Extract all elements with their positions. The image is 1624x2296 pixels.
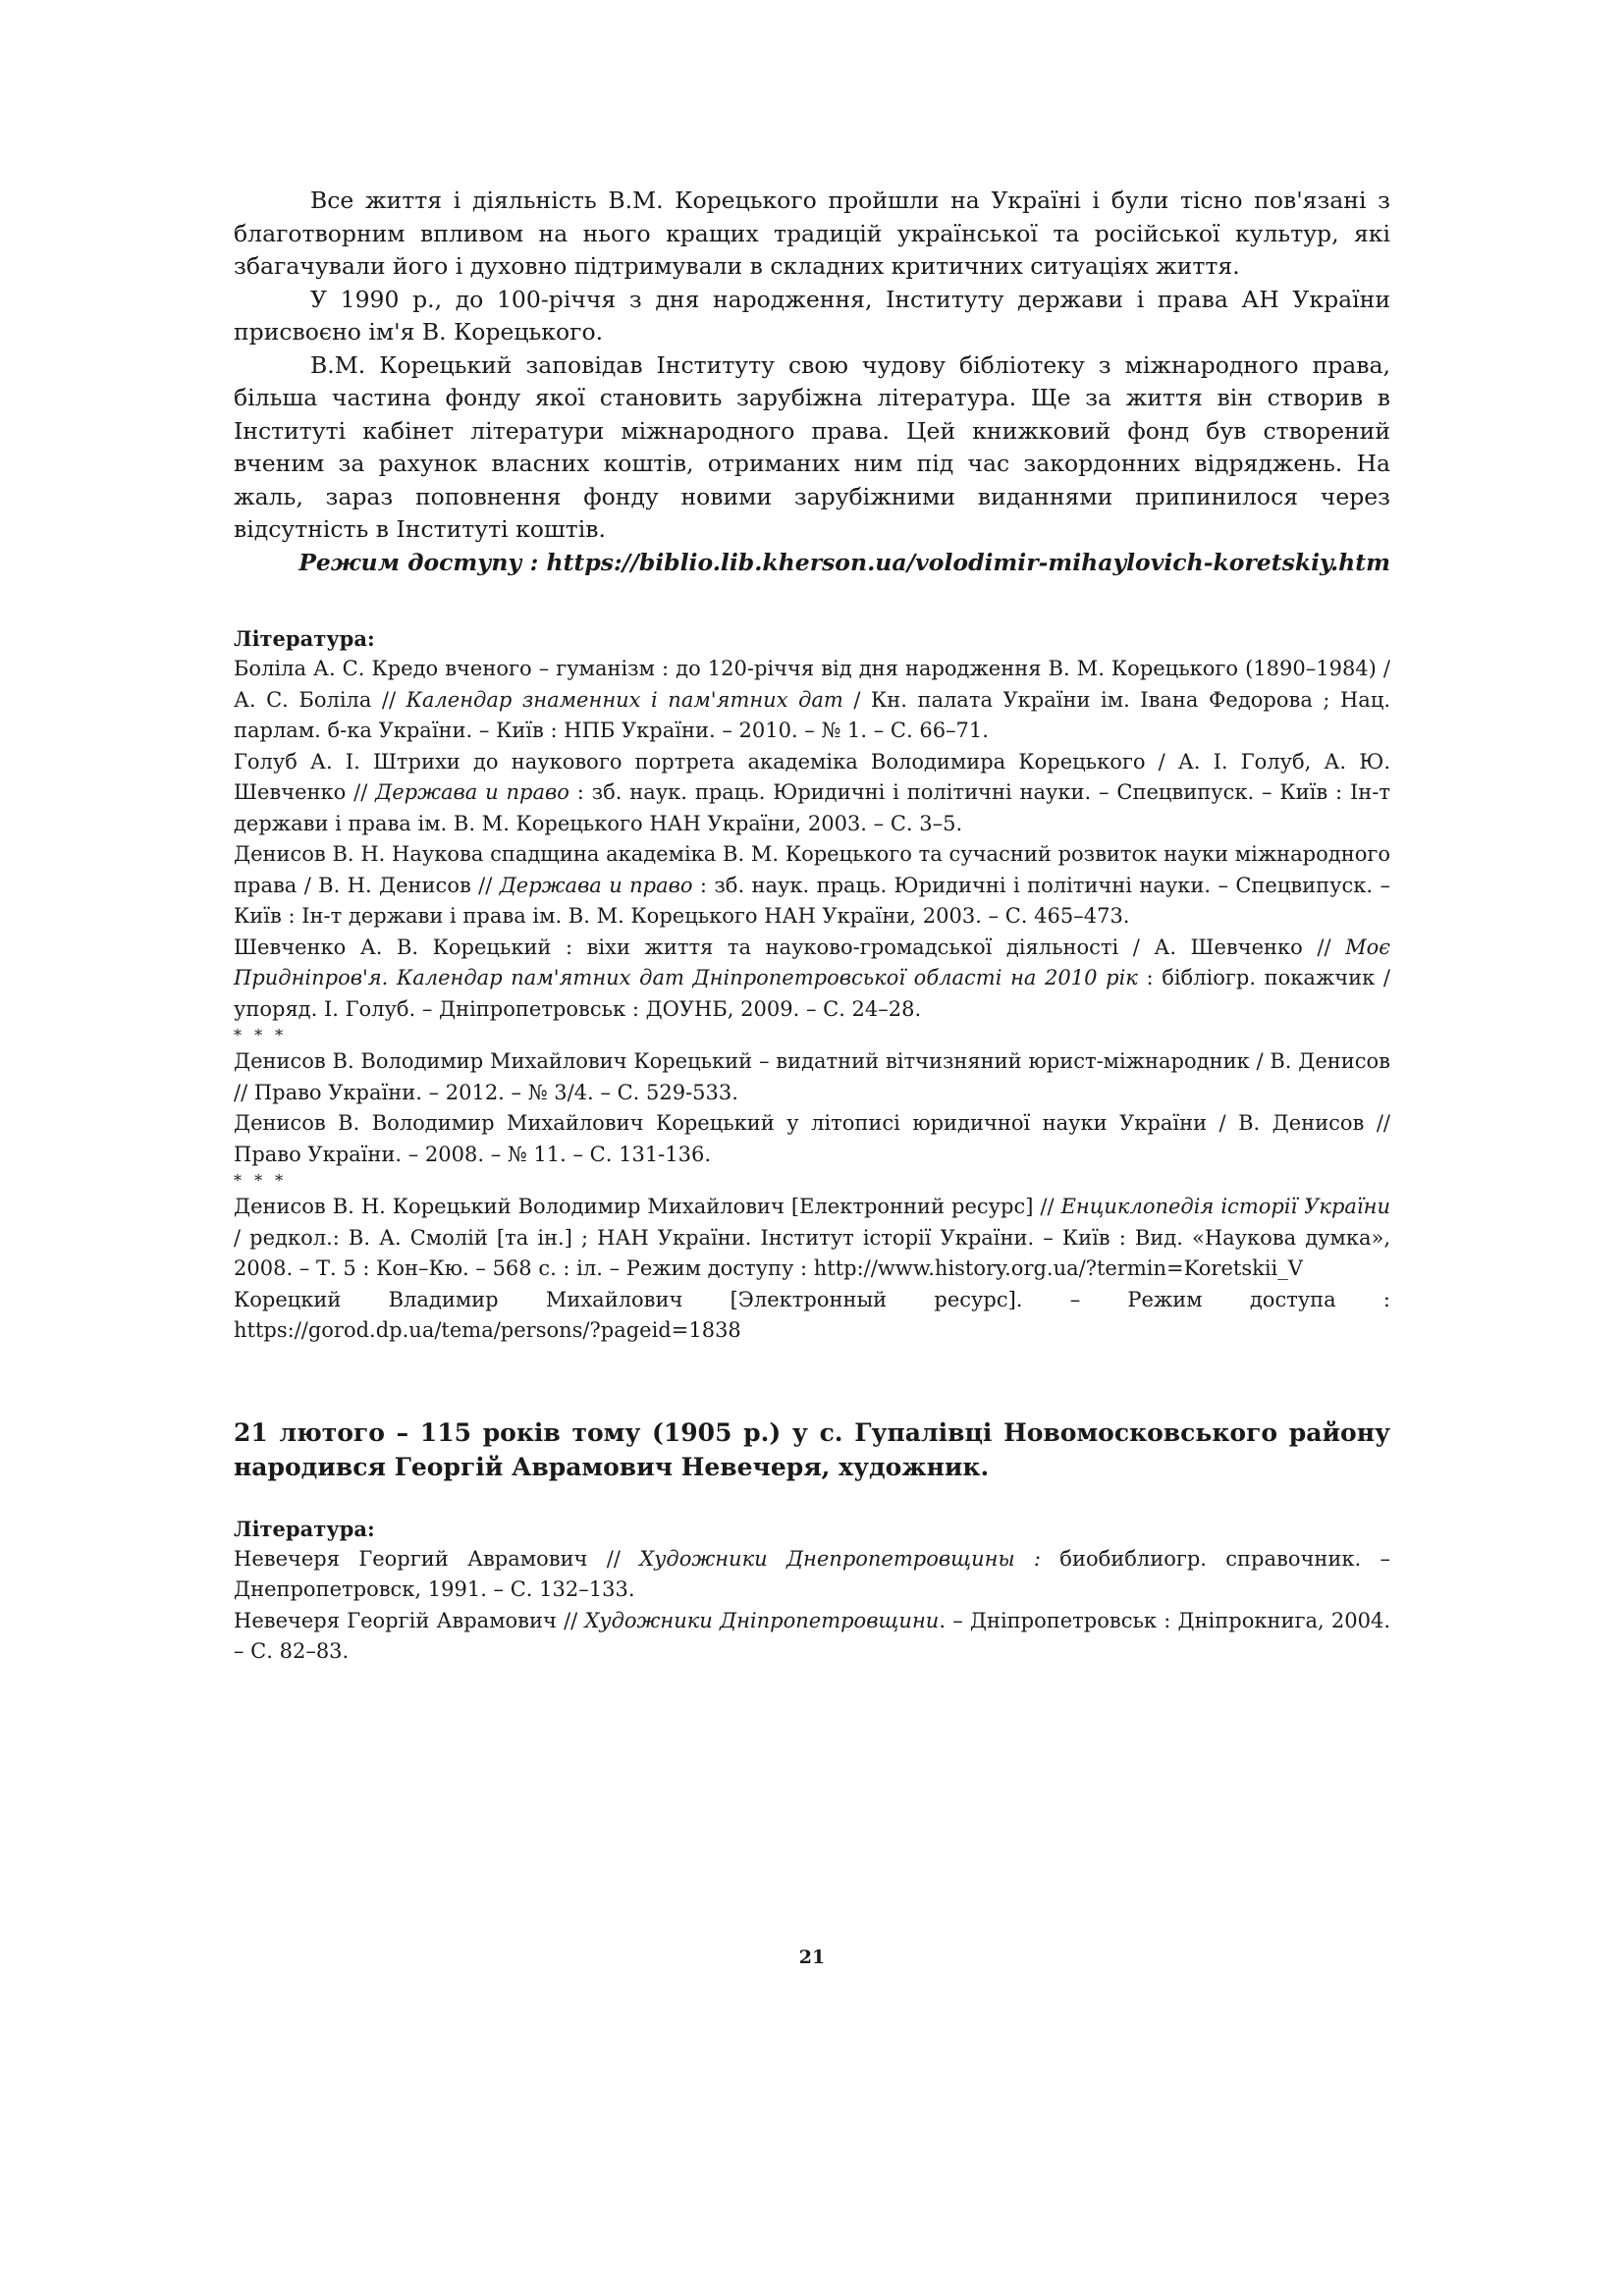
body-text	[234, 185, 1390, 547]
separator: * * *	[234, 1171, 288, 1190]
list-item: Шевченко А. В. Корецький : віхи життя та науково-громадської діяльності / А. Шевченко // Моє Придніпров'я. Календар пам'ятних дат Дніпропетровської області на 2010 рік : бібліогр. покажчик / упоряд. І. Голуб. – Дніпропетровськ : ДОУНБ, 2009. – С. 24–28.	[234, 934, 1390, 1021]
list-item: Денисов В. Н. Корецький Володимир Михайлович [Електронний ресурс] // Енциклопедія історії України / редкол.: В. А. Смолій [та ін.] ; НАН України. Інститут історії України. – Київ : Вид. «Наукова думка», 2008. – Т. 5 : Кон–Кю. – 568 с. : іл. – Режим доступу : http://www.history.org.ua/?termin=Koretskii_V	[234, 1195, 1390, 1280]
list-item: Невечеря Георгий Аврамович // Художники Днепропетровщины : биобиблиогр. справочник. – Днепропетровск, 1991. – С. 132–133.	[234, 1546, 1390, 1601]
list-item: Денисов В. Володимир Михайлович Корецький у літописі юридичної науки України / В. Денисов // Право України. – 2008. – № 11. – С. 131-136.	[234, 1111, 1390, 1166]
literature-heading: Література:	[234, 1516, 375, 1541]
list-item: Голуб А. І. Штрихи до наукового портрета академіка Володимира Корецького / А. І. Голуб, А. Ю. Шевченко // Держава и право : зб. наук. праць. Юридичні і політичні науки. – Спецвипуск. – Київ : Ін-т держави і права ім. В. М. Корецького НАН України, 2003. – С. 3–5.	[234, 749, 1390, 835]
paragraph: У 1990 р., до 100-річчя з дня народження, Інституту держави і права АН України присвоєно ім'я В. Корецького.	[234, 285, 1390, 346]
paragraph: Все життя і діяльність В.М. Корецького пройшли на Україні і були тісно пов'язані з благотворним впливом на нього кращих традицій української та російської культур, які збагачували його і духовно підтримували в складних критичних ситуаціях життя.	[234, 187, 1390, 280]
paragraph: В.М. Корецький заповідав Інституту свою чудову бібліотеку з міжнародного права, більша частина фонду якої становить зарубіжна література. Ще за життя він створив в Інституті кабінет літератури міжнародного права. Цей книжковий фонд був створений вченим за рахунок власних коштів, отриманих ним під час закордонних відряджень. На жаль, зараз поповнення фонду новими зарубіжними виданнями припинилося через відсутність в Інституті коштів.	[234, 350, 1390, 543]
event-heading: 21 лютого – 115 років тому (1905 р.) у с. Гупалівці Новомосковського району народився Георгій Аврамович Невечеря, художник.	[234, 1417, 1390, 1481]
list-item: Денисов В. Володимир Михайлович Корецький – видатний вітчизняний юрист-міжнародник / В. Денисов // Право України. – 2012. – № 3/4. – С. 529-533.	[234, 1049, 1390, 1104]
literature-heading: Література:	[234, 626, 375, 651]
list-item: Боліла А. С. Кредо вченого – гуманізм : до 120-річчя від дня народження В. М. Корецького (1890–1984) / А. С. Боліла // Календар знаменних і пам'ятних дат / Кн. палата України ім. Івана Федорова ; Нац. парлам. б-ка України. – Київ : НПБ України. – 2010. – № 1. – С. 66–71.	[234, 657, 1390, 742]
source-link[interactable]: Режим доступу : https://biblio.lib.kherson.ua/volodimir-mihaylovich-koretskiy.htm	[298, 548, 1390, 576]
list-item: Корецкий Владимир Михайлович [Электронный ресурс]. – Режим доступа :	[234, 1287, 1390, 1311]
page-number: 21	[798, 1947, 826, 1968]
list-item: Невечеря Георгій Аврамович // Художники Дніпропетровщини. – Дніпропетровськ : Дніпрокнига, 2004. – С. 82–83.	[234, 1608, 1390, 1663]
literature-list	[234, 654, 1390, 1347]
page-content	[234, 185, 1390, 1668]
list-item: Денисов В. Н. Наукова спадщина академіка В. М. Корецького та сучасний розвиток науки міжнародного права / В. Н. Денисов // Держава и право : зб. наук. праць. Юридичні і політичні науки. – Спецвипуск. – Київ : Ін-т держави і права ім. В. М. Корецького НАН України, 2003. – С. 465–473.	[234, 842, 1390, 928]
list-item-continuation: https://gorod.dp.ua/tema/persons/?pageid=1838	[234, 1318, 741, 1342]
literature-list	[234, 1544, 1390, 1668]
separator: * * *	[234, 1026, 288, 1044]
